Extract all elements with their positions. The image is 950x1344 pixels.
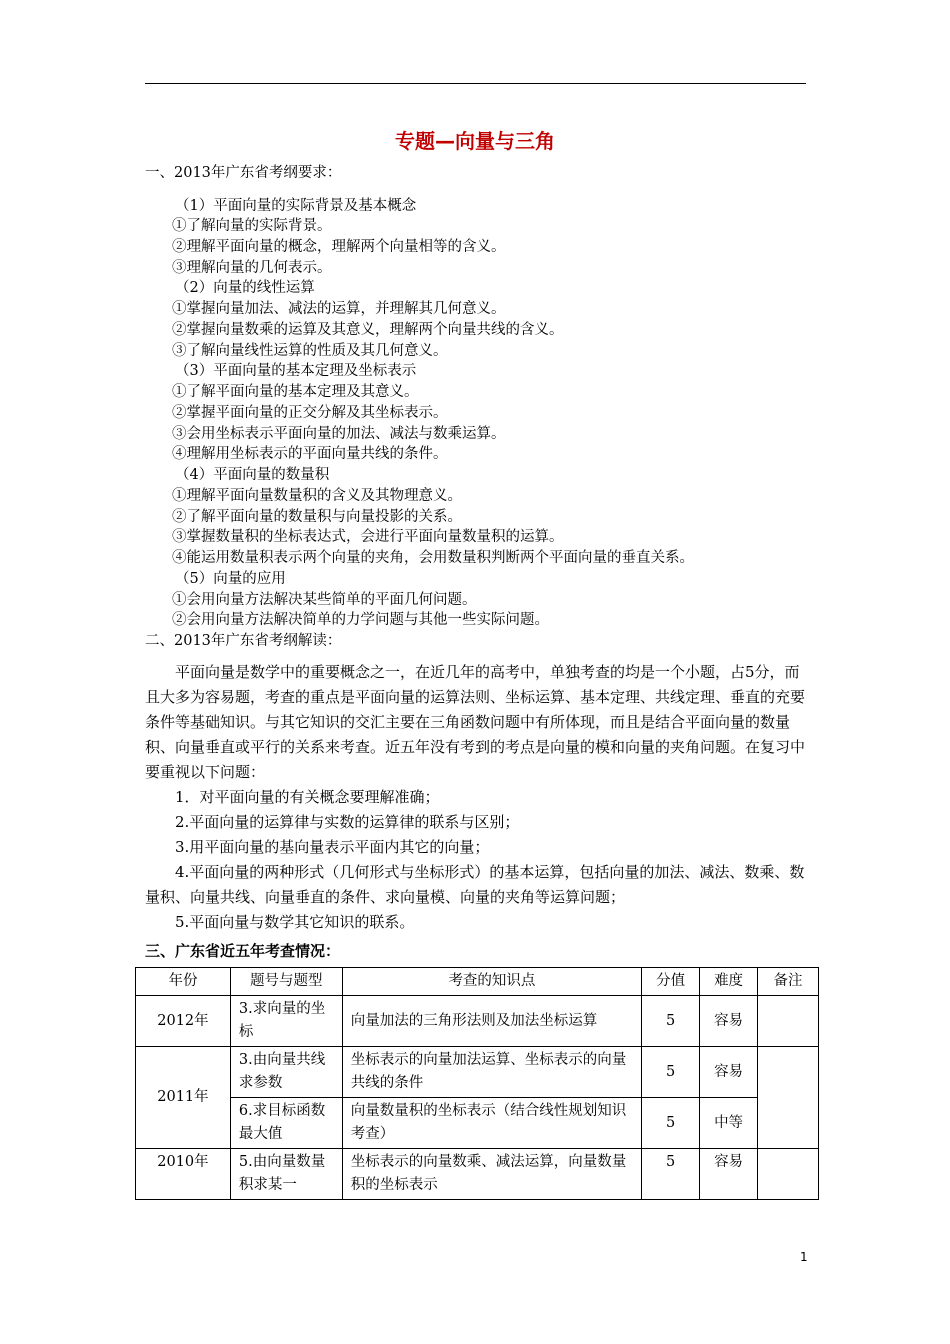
list-item: 5.平面向量与数学其它知识的联系。 <box>175 913 415 931</box>
requirement-line: ①了解平面向量的基本定理及其意义。 <box>172 384 419 400</box>
table-row <box>136 1047 819 1098</box>
score-cell: 5 <box>642 1149 700 1200</box>
requirement-line: ②了解平面向量的数量积与向量投影的关系。 <box>172 509 462 525</box>
year-cell: 2011年 <box>136 1047 231 1149</box>
requirement-line: （2）向量的线性运算 <box>175 280 315 296</box>
header-cell: 年份 <box>136 968 231 996</box>
requirement-line: ②掌握向量数乘的运算及其意义，理解两个向量共线的含义。 <box>172 322 564 338</box>
requirement-line: ③了解向量线性运算的性质及其几何意义。 <box>172 343 448 359</box>
requirement-line: （1）平面向量的实际背景及基本概念 <box>175 198 417 214</box>
requirement-line: ③会用坐标表示平面向量的加法、减法与数乘运算。 <box>172 426 506 442</box>
requirement-line: ①会用向量方法解决某些简单的平面几何问题。 <box>172 592 477 608</box>
requirement-line: ②会用向量方法解决简单的力学问题与其他一些实际问题。 <box>172 612 549 628</box>
requirement-line: ④能运用数量积表示两个向量的夹角，会用数量积判断两个平面向量的垂直关系。 <box>172 550 694 566</box>
knowledge-cell: 向量加法的三角形法则及加法坐标运算 <box>342 996 641 1047</box>
paragraph-text: 平面向量是数学中的重要概念之一，在近几年的高考中，单独考查的均是一个小题，占5分，而且大多为容易题，考查的重点是平面向量的运算法则、坐标运算、基本定理、共线定理、垂直的充要条件等基础知识。与其它知识的交汇主要在三角函数问题中有所体现，而且是结合平面向量的数量积、向量垂直或平行的关系来考查。近五年没有考到的考点是向量的模和向量的夹角问题。在复习中要重视以下问题： <box>145 663 806 781</box>
requirement-line: ①掌握向量加法、减法的运算，并理解其几何意义。 <box>172 301 506 317</box>
header-rule <box>145 83 806 84</box>
list-item: 1．对平面向量的有关概念要理解准确； <box>175 788 440 806</box>
requirement-line: （4）平面向量的数量积 <box>175 467 330 483</box>
remark-cell <box>758 1149 819 1200</box>
question-cell: 3.求向量的坐标 <box>230 996 342 1047</box>
interpretation-paragraph <box>145 660 810 935</box>
header-cell: 题号与题型 <box>230 968 342 996</box>
remark-cell <box>758 1047 819 1149</box>
page-title: 专题—向量与三角 <box>395 129 555 153</box>
table-row <box>136 1098 819 1149</box>
table-row <box>136 1149 819 1200</box>
table-row <box>136 996 819 1047</box>
requirement-line: （5）向量的应用 <box>175 571 286 587</box>
requirement-line: ②掌握平面向量的正交分解及其坐标表示。 <box>172 405 448 421</box>
list-item: 3.用平面向量的基向量表示平面内其它的向量； <box>175 838 490 856</box>
header-cell: 考查的知识点 <box>342 968 641 996</box>
difficulty-cell: 容易 <box>700 996 758 1047</box>
requirement-line: ①了解向量的实际背景。 <box>172 218 332 234</box>
question-cell: 3.由向量共线求参数 <box>230 1047 342 1098</box>
year-cell: 2010年 <box>136 1149 231 1200</box>
requirement-line: （3）平面向量的基本定理及坐标表示 <box>175 363 417 379</box>
list-item: 4.平面向量的两种形式（几何形式与坐标形式）的基本运算，包括向量的加法、减法、数乘、数量积、向量共线、向量垂直的条件、求向量模、向量的夹角等运算问题； <box>145 863 805 906</box>
table-header-row <box>136 968 819 996</box>
header-cell: 难度 <box>700 968 758 996</box>
knowledge-cell: 向量数量积的坐标表示（结合线性规划知识考查） <box>342 1098 641 1149</box>
year-cell: 2012年 <box>136 996 231 1047</box>
difficulty-cell: 中等 <box>700 1098 758 1149</box>
section-1-heading: 一、2013年广东省考纲要求： <box>145 165 342 181</box>
difficulty-cell: 容易 <box>700 1149 758 1200</box>
remark-cell <box>758 996 819 1047</box>
knowledge-cell: 坐标表示的向量加法运算、坐标表示的向量共线的条件 <box>342 1047 641 1098</box>
header-cell: 分值 <box>642 968 700 996</box>
requirement-line: ③掌握数量积的坐标表达式，会进行平面向量数量积的运算。 <box>172 529 564 545</box>
page-number: 1 <box>800 1250 808 1264</box>
section-3-heading: 三、广东省近五年考查情况： <box>145 942 341 960</box>
question-cell: 6.求目标函数最大值 <box>230 1098 342 1149</box>
requirement-line: ①理解平面向量数量积的含义及其物理意义。 <box>172 488 462 504</box>
question-cell: 5.由向量数量积求某一 <box>230 1149 342 1200</box>
requirement-line: ④理解用坐标表示的平面向量共线的条件。 <box>172 446 448 462</box>
section-2-heading: 二、2013年广东省考纲解读： <box>145 633 342 649</box>
requirement-line: ②理解平面向量的概念，理解两个向量相等的含义。 <box>172 239 506 255</box>
requirement-line: ③理解向量的几何表示。 <box>172 260 332 276</box>
exam-table <box>135 967 819 1200</box>
header-cell: 备注 <box>758 968 819 996</box>
score-cell: 5 <box>642 1098 700 1149</box>
knowledge-cell: 坐标表示的向量数乘、减法运算，向量数量积的坐标表示 <box>342 1149 641 1200</box>
score-cell: 5 <box>642 1047 700 1098</box>
list-item: 2.平面向量的运算律与实数的运算律的联系与区别； <box>175 813 520 831</box>
score-cell: 5 <box>642 996 700 1047</box>
difficulty-cell: 容易 <box>700 1047 758 1098</box>
